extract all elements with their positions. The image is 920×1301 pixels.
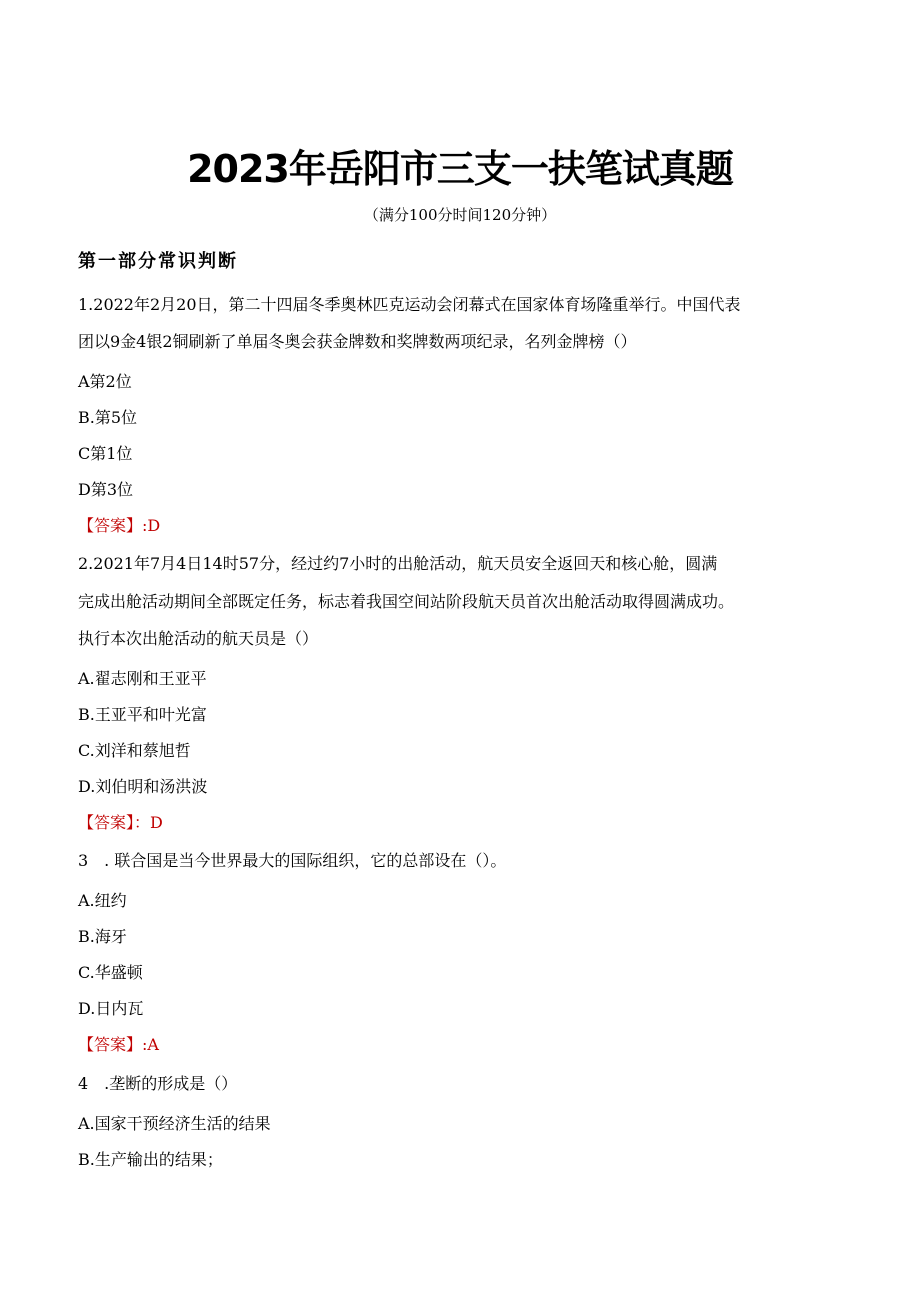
question-2-text-line-2: 完成出舱活动期间全部既定任务，标志着我国空间站阶段航天员首次出舱活动取得圆满成功。	[78, 592, 735, 611]
answer-label: 【答案】	[78, 813, 135, 832]
question-2-option-b: B.王亚平和叶光富	[78, 705, 207, 724]
question-2-answer	[78, 812, 163, 834]
question-2-text-line-3: 执行本次出舱活动的航天员是（）	[78, 629, 319, 648]
question-3-option-a: A.纽约	[78, 891, 127, 910]
question-1-option-b: B.第5位	[78, 408, 138, 427]
answer-value: :A	[142, 1035, 159, 1054]
page-title: 2023年岳阳市三支一扶笔试真题	[187, 147, 733, 191]
question-3-text-line-1: 3 . 联合国是当今世界最大的国际组织，它的总部设在（）。	[78, 851, 507, 870]
question-1-answer	[78, 515, 160, 537]
question-4-text-line-1: 4 .垄断的形成是（）	[78, 1074, 238, 1093]
answer-value: :D	[142, 516, 161, 535]
question-2-text-line-1: 2.2021年7月4日14时57分，经过约7小时的出舱活动，航天员安全返回天和核心舱，圆满	[78, 554, 718, 573]
answer-label: 【答案】	[78, 1035, 143, 1054]
question-1-option-a: A第2位	[78, 372, 132, 391]
question-2-option-d: D.刘伯明和汤洪波	[78, 777, 208, 796]
question-3-option-b: B.海牙	[78, 927, 127, 946]
question-1-option-d: D第3位	[78, 480, 134, 499]
question-1-option-c: C第1位	[78, 444, 133, 463]
question-1-text-line-2: 团以9金4银2铜刷新了单届冬奥会获金牌数和奖牌数两项纪录，名列金牌榜（）	[78, 332, 637, 351]
page-subtitle: （满分100分时间120分钟）	[363, 206, 557, 224]
section-heading: 第一部分常识判断	[78, 251, 238, 272]
question-4-option-b: B.生产输出的结果；	[78, 1150, 223, 1169]
answer-value: ：D	[134, 813, 163, 832]
question-3-answer	[78, 1034, 159, 1056]
question-2-option-a: A.翟志刚和王亚平	[78, 669, 207, 688]
question-3-option-c: C.华盛顿	[78, 963, 143, 982]
question-3-option-d: D.日内瓦	[78, 999, 144, 1018]
question-1-text-line-1: 1.2022年2月20日，第二十四届冬季奥林匹克运动会闭幕式在国家体育场隆重举行。中国代表	[78, 295, 741, 314]
answer-label: 【答案】	[78, 516, 143, 535]
question-4-option-a: A.国家干预经济生活的结果	[78, 1114, 271, 1133]
question-2-option-c: C.刘洋和蔡旭哲	[78, 741, 191, 760]
